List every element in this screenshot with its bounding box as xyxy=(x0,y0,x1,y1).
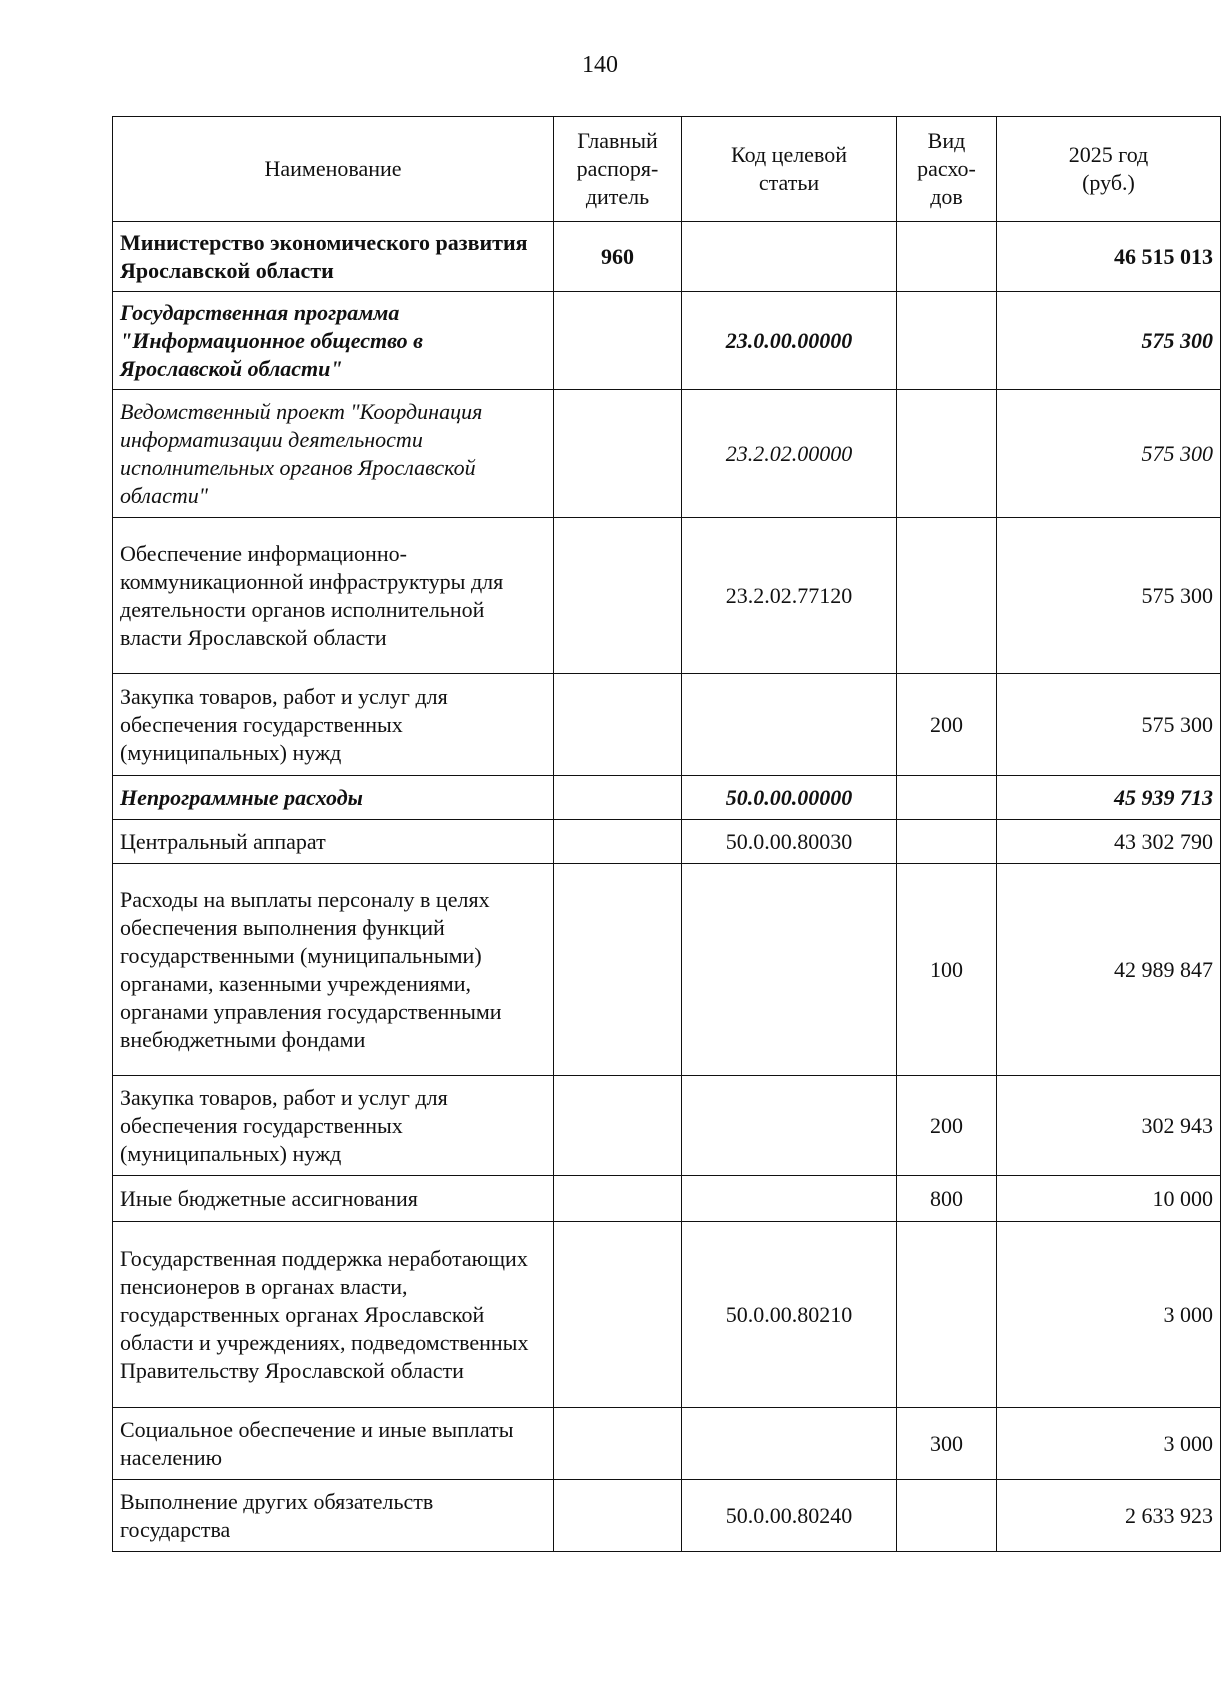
row-code xyxy=(682,1176,897,1222)
row-chief xyxy=(554,390,682,518)
row-code xyxy=(682,1076,897,1176)
row-chief xyxy=(554,1480,682,1552)
row-name: Обеспечение информационно-коммуникационной инфраструктуры для деятельности органов исполнительной власти Ярославской области xyxy=(113,518,554,674)
row-amount: 46 515 013 xyxy=(997,222,1221,292)
table-row xyxy=(113,222,1221,292)
row-type xyxy=(897,1480,997,1552)
row-type: 100 xyxy=(897,864,997,1076)
row-amount: 10 000 xyxy=(997,1176,1221,1222)
row-chief xyxy=(554,1176,682,1222)
row-type xyxy=(897,292,997,390)
row-code xyxy=(682,864,897,1076)
row-amount: 575 300 xyxy=(997,518,1221,674)
row-code: 23.2.02.77120 xyxy=(682,518,897,674)
row-amount: 575 300 xyxy=(997,674,1221,776)
row-chief xyxy=(554,1222,682,1408)
row-amount: 3 000 xyxy=(997,1408,1221,1480)
row-amount: 3 000 xyxy=(997,1222,1221,1408)
table-row xyxy=(113,674,1221,776)
row-name: Ведомственный проект "Координация информатизации деятельности исполнительных органов Ярославской области" xyxy=(113,390,554,518)
row-amount: 2 633 923 xyxy=(997,1480,1221,1552)
row-code xyxy=(682,222,897,292)
table-row xyxy=(113,864,1221,1076)
row-code: 23.2.02.00000 xyxy=(682,390,897,518)
table-row xyxy=(113,292,1221,390)
row-chief xyxy=(554,820,682,864)
row-type: 800 xyxy=(897,1176,997,1222)
row-code: 50.0.00.80210 xyxy=(682,1222,897,1408)
row-amount: 43 302 790 xyxy=(997,820,1221,864)
row-chief xyxy=(554,518,682,674)
header-name: Наименование xyxy=(113,117,554,222)
table-row xyxy=(113,1480,1221,1552)
row-name: Выполнение других обязательств государства xyxy=(113,1480,554,1552)
row-amount: 45 939 713 xyxy=(997,776,1221,820)
row-name: Государственная программа "Информационное общество в Ярославской области" xyxy=(113,292,554,390)
table-row xyxy=(113,1408,1221,1480)
row-code: 50.0.00.80030 xyxy=(682,820,897,864)
row-chief xyxy=(554,776,682,820)
header-amount: 2025 год (руб.) xyxy=(997,117,1221,222)
row-name: Государственная поддержка неработающих пенсионеров в органах власти, государственных органах Ярославской области и учреждениях, подведомственных Правительству Ярославской области xyxy=(113,1222,554,1408)
table-row xyxy=(113,1222,1221,1408)
row-name: Закупка товаров, работ и услуг для обеспечения государственных (муниципальных) нужд xyxy=(113,674,554,776)
row-type: 200 xyxy=(897,674,997,776)
table-row xyxy=(113,820,1221,864)
page-number: 140 xyxy=(582,52,618,78)
row-type: 300 xyxy=(897,1408,997,1480)
row-code: 50.0.00.80240 xyxy=(682,1480,897,1552)
table-row xyxy=(113,390,1221,518)
row-name: Центральный аппарат xyxy=(113,820,554,864)
row-chief: 960 xyxy=(554,222,682,292)
header-target-code: Код целевой статьи xyxy=(682,117,897,222)
table-row xyxy=(113,518,1221,674)
row-type xyxy=(897,1222,997,1408)
row-name: Министерство экономического развития Ярославской области xyxy=(113,222,554,292)
row-chief xyxy=(554,1076,682,1176)
row-name: Социальное обеспечение и иные выплаты населению xyxy=(113,1408,554,1480)
row-amount: 575 300 xyxy=(997,292,1221,390)
row-type xyxy=(897,390,997,518)
row-amount: 42 989 847 xyxy=(997,864,1221,1076)
row-chief xyxy=(554,292,682,390)
row-chief xyxy=(554,674,682,776)
row-amount: 575 300 xyxy=(997,390,1221,518)
row-code xyxy=(682,1408,897,1480)
row-type xyxy=(897,776,997,820)
row-type xyxy=(897,222,997,292)
header-expense-type: Вид расхо- дов xyxy=(897,117,997,222)
row-chief xyxy=(554,1408,682,1480)
row-type: 200 xyxy=(897,1076,997,1176)
table-row xyxy=(113,1076,1221,1176)
row-code: 50.0.00.00000 xyxy=(682,776,897,820)
row-code: 23.0.00.00000 xyxy=(682,292,897,390)
row-code xyxy=(682,674,897,776)
row-name: Расходы на выплаты персоналу в целях обеспечения выполнения функций государственными (муниципальными) органами, казенными учреждениями, органами управления государственными внебюджетными фондами xyxy=(113,864,554,1076)
row-chief xyxy=(554,864,682,1076)
row-type xyxy=(897,518,997,674)
row-name: Иные бюджетные ассигнования xyxy=(113,1176,554,1222)
table-row xyxy=(113,1176,1221,1222)
table-row xyxy=(113,776,1221,820)
table-header-row xyxy=(113,117,1221,222)
row-name: Непрограммные расходы xyxy=(113,776,554,820)
row-name: Закупка товаров, работ и услуг для обеспечения государственных (муниципальных) нужд xyxy=(113,1076,554,1176)
row-type xyxy=(897,820,997,864)
row-amount: 302 943 xyxy=(997,1076,1221,1176)
header-chief-manager: Главный распоря- дитель xyxy=(554,117,682,222)
budget-table xyxy=(112,116,1221,1552)
